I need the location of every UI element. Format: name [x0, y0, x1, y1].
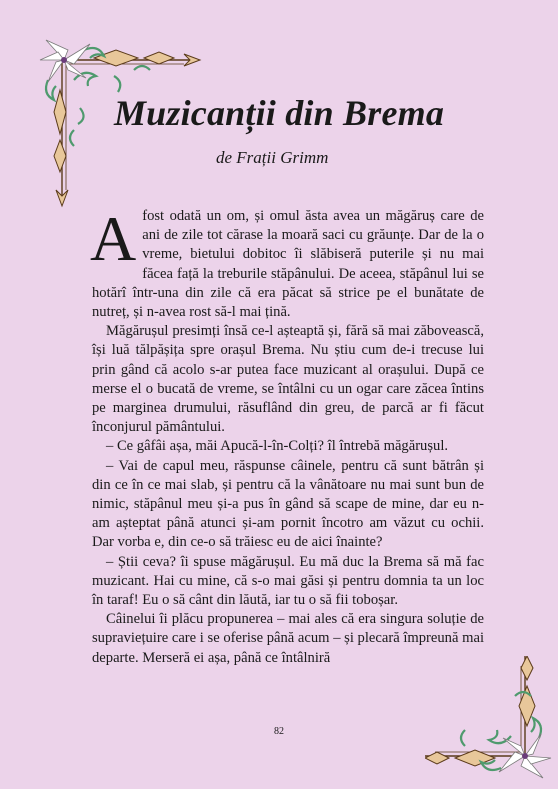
paragraph: – Ce gâfâi așa, măi Apucă-l-în-Colți? îl întrebă măgărușul.	[106, 438, 449, 455]
floral-corner-ornament-bottom-right	[425, 656, 555, 786]
drop-cap: A	[90, 203, 137, 274]
paragraph: Câinelui îi plăcu propunerea – mai ales că era singura soluție de supraviețuire care i se oferise până acum – și plecară împreună mai departe. Merseră ei așa, până ce întâlniră	[92, 611, 484, 666]
paragraph: – Vai de capul meu, răspunse câinele, pentru că sunt bătrân și din ce în ce mai slab, și pentru că la vânătoare nu mai sunt bun de nimic, stăpânul meu și-a pus în gând să scape de mine, dar eu n-am așteptat până atunci și-am pornit încotro am văzut cu ochii. Dar vorba e, din ce-o să trăiesc eu de aici înainte?	[92, 457, 484, 551]
page-title: Muzicanții din Brema	[113, 93, 445, 133]
paragraph: – Știi ceva? îi spuse măgărușul. Eu mă duc la Brema să mă fac muzicant. Hai cu mine, că s-o mai găsi și pentru domnia ta un loc în taraf! Eu o să cânt din lăută, iar tu o să fii toboșar.	[92, 553, 484, 609]
author-byline: de Frații Grimm	[216, 148, 329, 167]
page-number: 82	[274, 726, 284, 737]
paragraph: Măgărușul presimți însă ce-l așteaptă și, fără să mai zăbovească, își luă tălpășița spre orașul Brema. Nu știu cum de-i trecuse lui prin gând că acolo s-ar putea face muzicant al orașului. După ce merse el o bucată de vreme, se întâlni cu un ogar care zăcea întins pe marginea drumului, răsuflând din greu, de parcă ar fi făcut înconjurul pământului.	[92, 323, 484, 436]
story-text	[90, 203, 484, 668]
paragraph: Afost odată un om, și omul ăsta avea un măgăruș care de ani de zile tot cărase la moară saci cu grăunțe. Dar de la o vreme, bietului dobitoc îi slăbiseră puterile și nu mai făcea față la treburile stăpânului. De aceea, stăpânul lui se hotărî într-una din zile că era păcat să strice pe el bunătate de nutreț, și n-avea rost să-l mai țină.	[90, 203, 484, 321]
